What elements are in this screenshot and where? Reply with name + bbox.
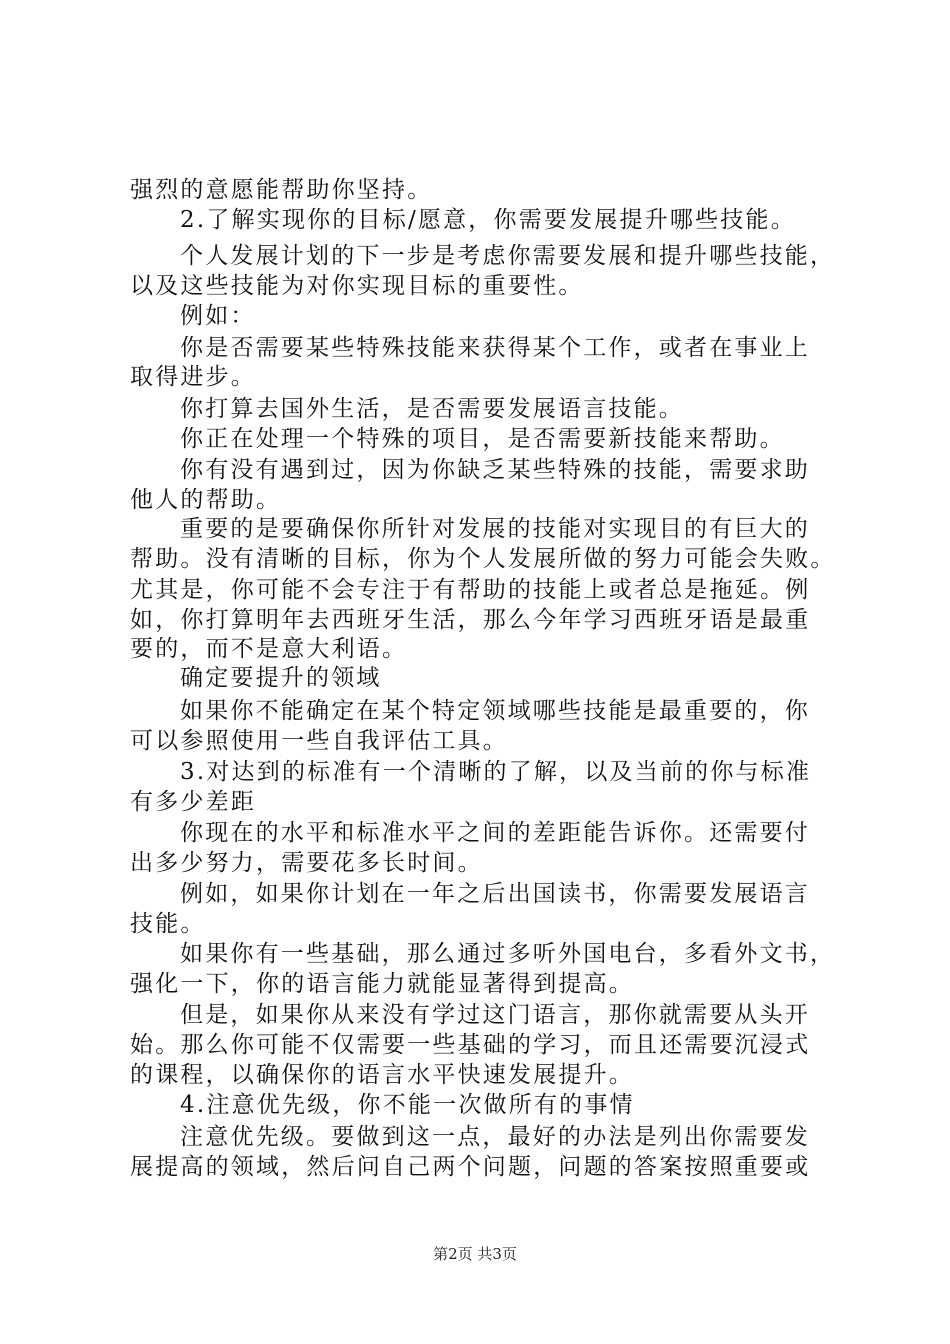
text-line: 以及这些技能为对你实现目标的重要性。 — [130, 273, 584, 299]
subheading-line: 确定要提升的领域 — [180, 665, 382, 691]
text-line: 个人发展计划的下一步是考虑你需要发展和提升哪些技能， — [180, 243, 836, 269]
text-line: 如，你打算明年去西班牙生活，那么今年学习西班牙语是最重 — [130, 607, 811, 633]
text-line: 强烈的意愿能帮助你坚持。 — [130, 177, 433, 203]
heading-line: 3.对达到的标准有一个清晰的了解，以及当前的你与标准 — [180, 759, 812, 785]
text-line: 如果你有一些基础，那么通过多听外国电台，多看外文书， — [180, 941, 836, 967]
text-line: 的课程，以确保你的语言水平快速发展提升。 — [130, 1062, 634, 1088]
text-line: 注意优先级。要做到这一点，最好的办法是列出你需要发 — [180, 1124, 810, 1150]
text-line: 帮助。没有清晰的目标，你为个人发展所做的努力可能会失败。 — [130, 546, 836, 572]
heading-line: 2.了解实现你的目标/愿意，你需要发展提升哪些技能。 — [180, 207, 796, 233]
text-line: 取得进步。 — [130, 364, 256, 390]
text-line: 有多少差距 — [130, 789, 256, 815]
text-line: 出多少努力，需要花多长时间。 — [130, 850, 483, 876]
text-line: 但是，如果你从来没有学过这门语言，那你就需要从头开 — [180, 1002, 810, 1028]
text-line: 强化一下，你的语言能力就能显著得到提高。 — [130, 971, 634, 997]
text-line: 重要的是要确保你所针对发展的技能对实现目的有巨大的 — [180, 516, 810, 542]
text-line: 你是否需要某些特殊技能来获得某个工作，或者在事业上 — [180, 335, 810, 361]
text-line: 例如： — [180, 303, 256, 329]
text-line: 你正在处理一个特殊的项目，是否需要新技能来帮助。 — [180, 426, 785, 452]
text-line: 技能。 — [130, 911, 206, 937]
text-line: 如果你不能确定在某个特定领域哪些技能是最重要的，你 — [180, 698, 810, 724]
text-line: 可以参照使用一些自我评估工具。 — [130, 728, 508, 754]
text-line: 你现在的水平和标准水平之间的差距能告诉你。还需要付 — [180, 820, 810, 846]
text-line: 展提高的领域，然后问自己两个问题，问题的答案按照重要或 — [130, 1154, 811, 1180]
text-line: 例如，如果你计划在一年之后出国读书，你需要发展语言 — [180, 881, 810, 907]
text-line: 他人的帮助。 — [130, 487, 282, 513]
text-line: 始。那么你可能不仅需要一些基础的学习，而且还需要沉浸式 — [130, 1032, 811, 1058]
text-line: 要的，而不是意大利语。 — [130, 636, 408, 662]
text-line: 你打算去国外生活，是否需要发展语言技能。 — [180, 396, 684, 422]
text-line: 尤其是，你可能不会专注于有帮助的技能上或者总是拖延。例 — [130, 577, 811, 603]
text-line: 你有没有遇到过，因为你缺乏某些特殊的技能，需要求助 — [180, 457, 810, 483]
heading-line: 4.注意优先级，你不能一次做所有的事情 — [180, 1092, 635, 1118]
page-number-footer: 第2页 共3页 — [433, 1245, 517, 1263]
